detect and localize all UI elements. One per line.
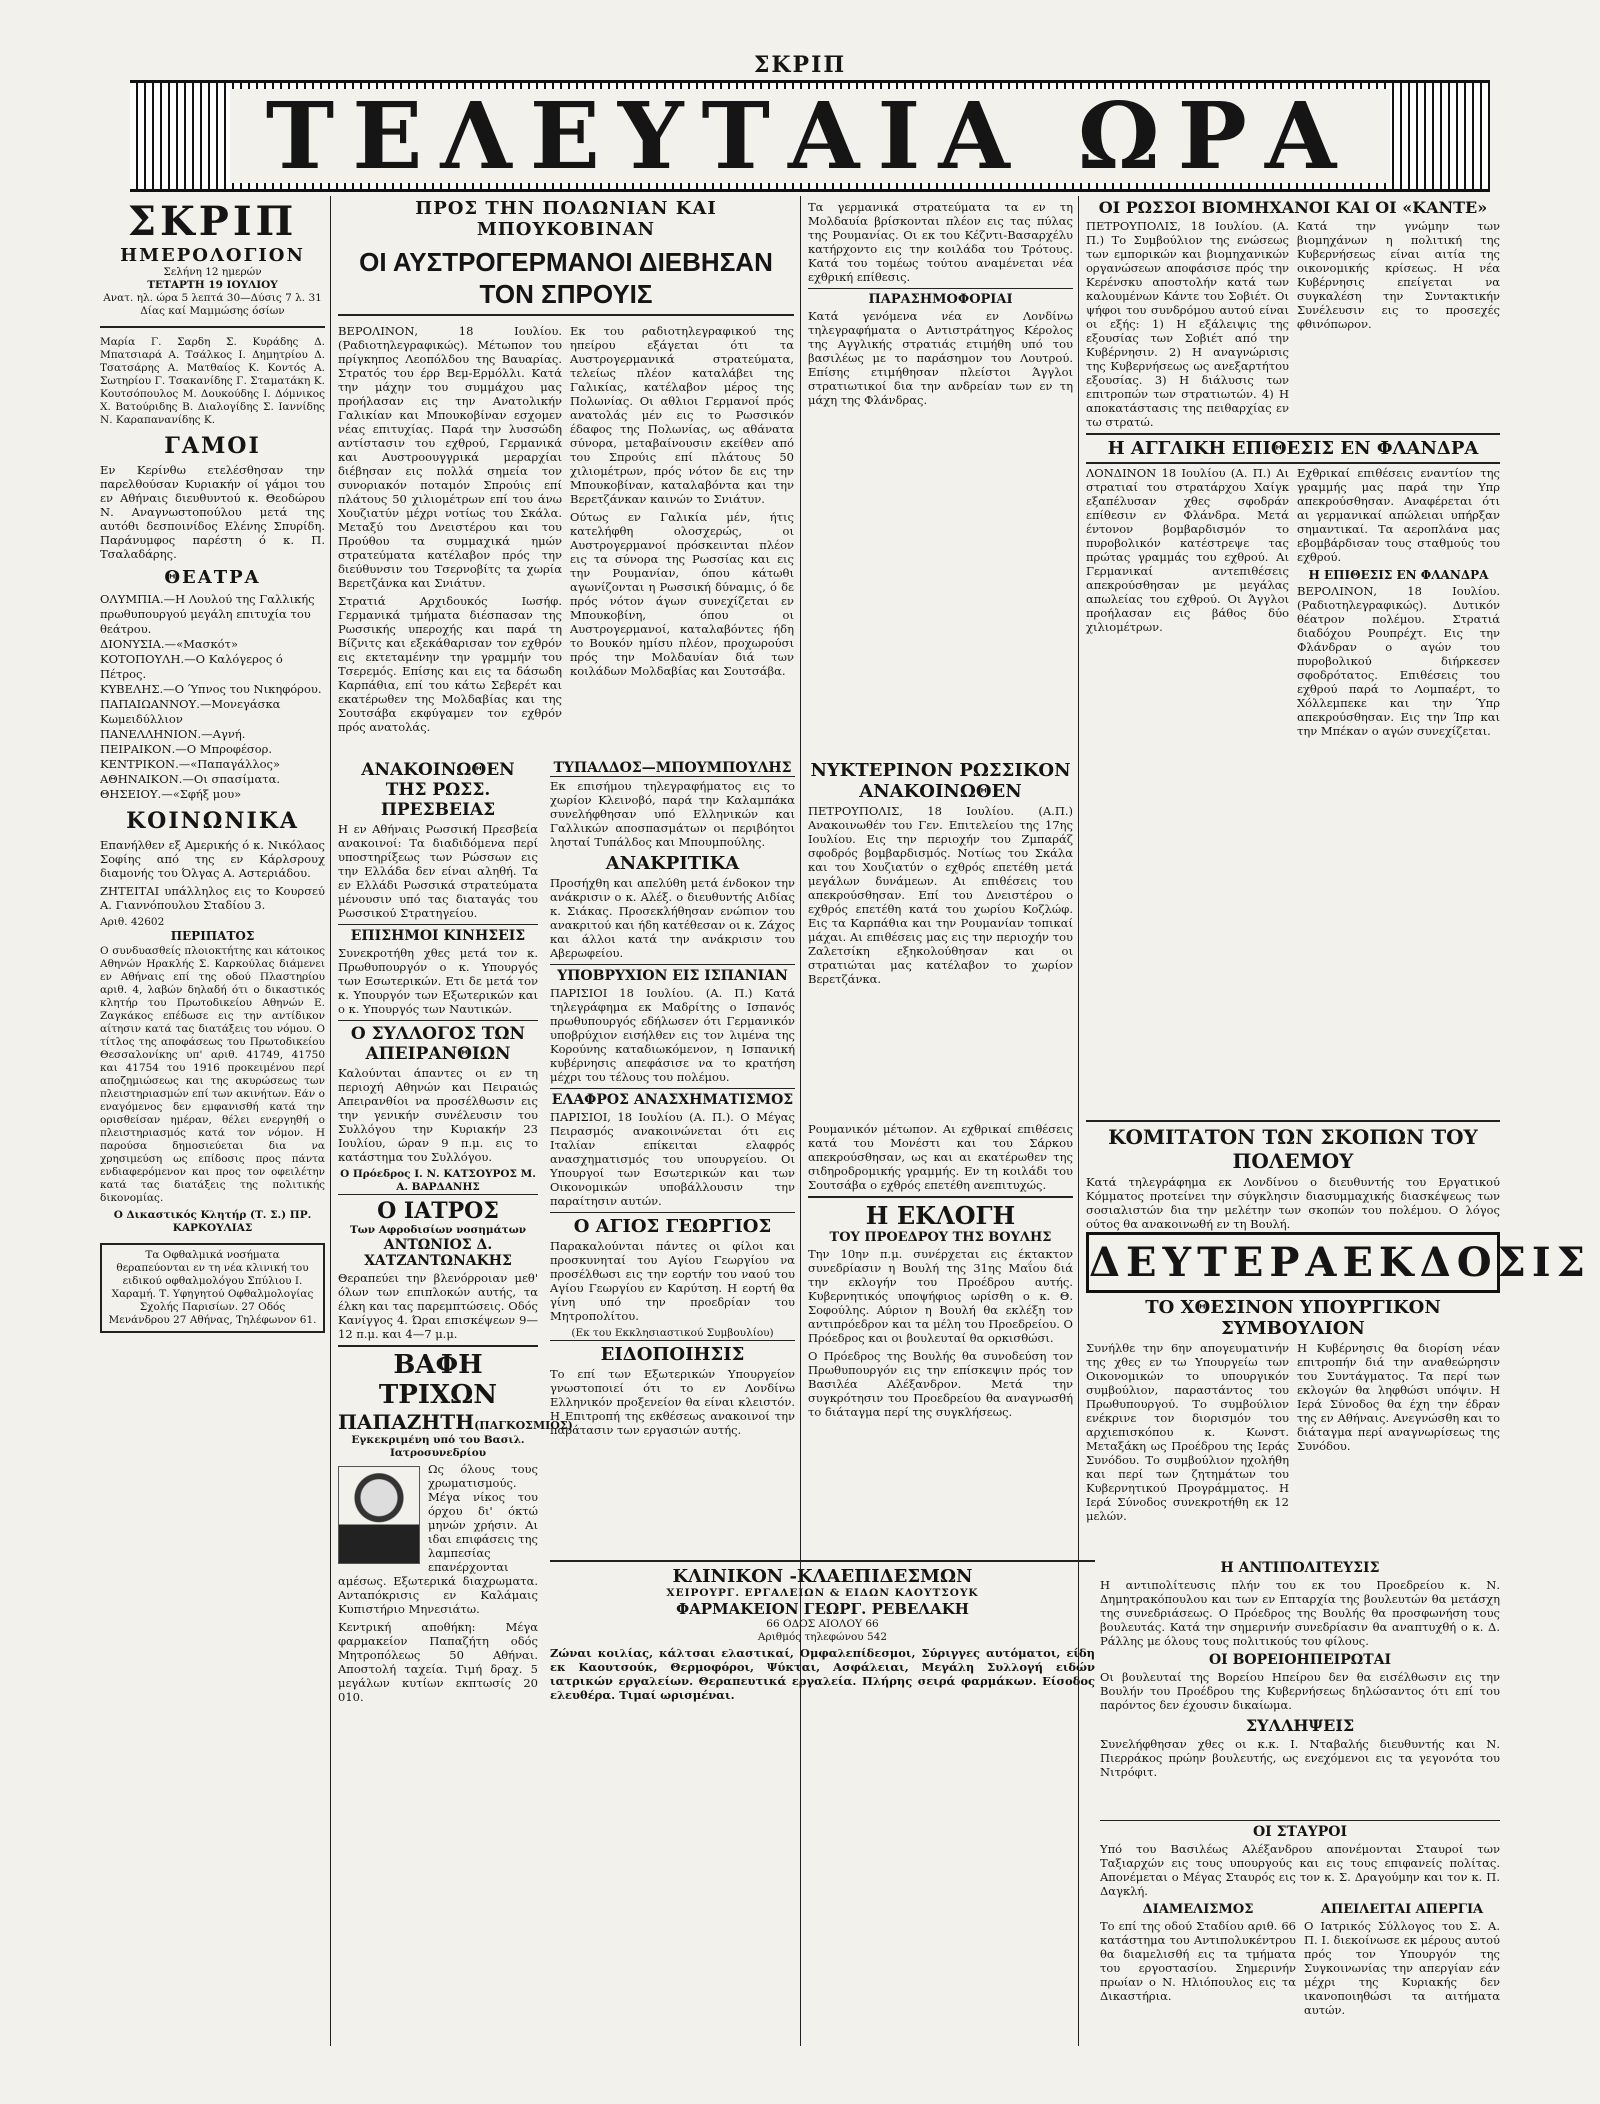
elefros-title: ΕΛΑΦΡΟΣ ΑΝΑΣΧΗΜΑΤΙΣΜΟΣ xyxy=(550,1088,795,1108)
clinic-title: ΚΛΙΝΙΚΟΝ -ΚΛΑΕΠΙΔΕΣΜΩΝ xyxy=(672,1566,973,1587)
banner-inner xyxy=(230,82,1390,190)
eidopoiisis-title: ΕΙΔΟΠΟΙΗΣΙΣ xyxy=(550,1340,795,1365)
deutera-text: Συνήλθε την 6ην απογευματινήν της χθες εν τω Υπουργείω των Οικονομικών το υπουργικόν συμβούλιον, παραστάντος του Πρωθυπουργού. Το συμβούλιον ενέκρινε τον διορισμόν του αρχιεπισκόπου κ. Κωνστ. Μεταξάκη ως Προέδρου της Ιεράς Συνόδου. Το συμβούλιον ηχολήθη και περί των ζητημάτων του Κυβερνητικού Προγράμματος. Η Ιερά Σύνοδος συνεκροτήθη εκ 12 μελών. xyxy=(1086,1341,1289,1523)
name-day-list: Μαρία Γ. Σαρδη Σ. Κυράδης Δ. Μπατσιαρά Α. Τσάλκος Ι. Δημητρίου Δ. Τσατσάρης Α. Ματθαίος Κ. Κοντός Α. Σωτηρίου Γ. Τσακανίδης Γ. Σταματάκη Κ. Κουτσόπουλος Μ. Δουκούδης Ι. Δόμνικος Χ. Βατούριδης Β. Διαλογίδης Σ. Ιαννίδης Ν. Καραπανανίδης Κ. xyxy=(100,336,325,426)
theatre-item: ΠΑΝΕΛΛΗΝΙΟΝ.—Αγνή. xyxy=(100,727,246,741)
nykterinon-title: ΝΥΚΤΕΡΙΝΟΝ ΡΩΣΣΙΚΟΝ ΑΝΑΚΟΙΝΩΘΕΝ xyxy=(810,760,1071,802)
apergia-title: ΑΠΕΙΛΕΙΤΑΙ ΑΠΕΡΓΙΑ xyxy=(1320,1902,1484,1917)
banner-title: ΤΕΛΕΥΤΑΙΑ ΩΡΑ xyxy=(265,82,1355,190)
main-story-body xyxy=(338,322,794,738)
syllipseis-title: ΣΥΛΛΗΨΕΙΣ xyxy=(1245,1716,1355,1735)
komitaton-block xyxy=(1086,1120,1500,1230)
komitaton-title: ΚΟΜΙΤΑΤΟΝ ΤΩΝ ΣΚΟΠΩΝ ΤΟΥ ΠΟΛΕΜΟΥ xyxy=(1086,1120,1500,1173)
eklogi-text: Την 10ην π.μ. συνέρχεται εις έκτακτον συνεδρίασιν η Βουλή της 31ης Μαΐου διά την εκλογήν του Προέδρου αυτής. Κυβερνητικός υποψήφιος ωρίσθη ο κ. Θ. Σοφούλης. Αύριον η Βουλή θα εκλέξη τον αντιπρόεδρον και τα μέλη του Προεδρείου. Ο Πρόεδρος και οι βουλευταί θα ορκισθώσι. xyxy=(808,1247,1073,1345)
ypovrychion-text: ΠΑΡΙΣΙΟΙ 18 Ιουλίου. (Α. Π.) Κατά τηλεγράφημα εκ Μαδρίτης ο Ισπανός πρωθυπουργός εδήλωσεν ότι Γερμανικόν υποβρύχιον εισήλθεν εις τον λιμένα της Κορούνης καταδιωκόμενον, η Ισπανική κυβέρνησις απεφάσισε να το κρατήση μέχρι του τέλους του πολέμου. xyxy=(550,986,795,1084)
peripatos-title: ΠΕΡΙΠΑΤΟΣ xyxy=(170,929,255,943)
main-kicker: ΠΡΟΣ ΤΗΝ ΠΟΛΩΝΙΑΝ ΚΑΙ ΜΠΟΥΚΟΒΙΝΑΝ xyxy=(415,198,717,240)
theatre-item: ΠΑΠΑΙΩΑΝΝΟΥ.—Μονεγάσκα Κωμειδύλλιον xyxy=(100,697,281,726)
paraskinia-text: Κατά γενόμενα νέα εν Λονδίνω τηλεγραφήματα ο Αντιστράτηγος Κέρολος της Αγγλικής στρατιάς ετιμήθη υπό του βασιλέως με το παράσημον του Λουτρού. Επίσης ετιμήθησαν πλείστοι Άγγλοι στρατιωτικοί δια την ανδρείαν των εν τη μάχη της Φλάνδρας. xyxy=(808,309,1073,407)
voreioi-title: ΟΙ ΒΟΡΕΙΟΗΠΕΙΡΩΤΑΙ xyxy=(1208,1652,1392,1668)
left-column xyxy=(100,198,325,2078)
vafi-title: ΒΑΦΗ ΤΡΙΧΩΝ xyxy=(338,1345,538,1410)
main-body-2: Στρατιά Αρχιδουκός Ιωσήφ. Γερμανικά τμήματα διέσπασαν της Ρωσσικής υπεροχής και παρά τη Βίζνιτς και εξεκάθαρισαν τον εχθρόν εις εκτεταμένην την γραμμήν του Τσερεμός. Επίσης και εις τα δάσωδη Καρπάθια, επί του κάτω Σεβερέτ και εκατέρωθεν της Μολδαβίας και της Σουτσάβα εκφύγαμεν τον εχθρόν πρός ανατολάς. xyxy=(338,594,562,734)
rossoi-text-2: Κατά την γνώμην των βιομηχάνων η πολιτική της Κυβερνήσεως είναι αιτία της οικονομικής κρίσεως. Η νέα Κυβέρνησις επείγεται να συγκαλέση την Συντακτικήν Συνέλευσιν εις το προσεχές φθινόπωρον. xyxy=(1297,219,1500,331)
flandra3-text: ΒΕΡΟΛΙΝΟΝ, 18 Ιουλίου. (Ραδιοτηλεγραφικώς). Δυτικόν θέατρον πολέμου. Στρατιά διαδόχου Ρουπρέχτ. Εις την Φλάνδραν ο αγών του πυροβολικού διήρκεσεν σφοδρότατος. Επιθέσεις του εχθρού παρά το Λομπαέρτ, το Χόλλεμπεκε και την Ύπρ απεκρούσθησαν. Εις την Ίπρ και την Μπέκαν ο αγών συνεχίζεται. xyxy=(1297,584,1500,738)
main-body-5: Τα γερμανικά στρατεύματα τα εν τη Μολδαυία βρίσκονται πλέον εις τας πύλας της Ρουμανίας. Οι εκ του Κέζντι-Βασαρχέλυ κατήρχοντο εις την κοιλάδα του Τρότους. Κατά του τομέως τούτου αναμένεται νέα εχθρική επίθεσις. xyxy=(808,200,1073,284)
clinic-addr: 66 ΟΔΟΣ ΑΙΟΛΟΥ 66 xyxy=(766,1618,879,1630)
flandra-text: ΛΟΝΔΙΝΟΝ 18 Ιουλίου (Α. Π.) Αι στρατιαί του στρατάρχου Χαίγκ εξαπέλυσαν χθες σφοδράν επίθεσιν εν Φλάνδρα. Μετά έντονον βομβαρδισμόν το πυροβολικόν κατέστρεψε τας πρώτας γραμμάς του εχθρού. Αι Γερμανικαί αντεπιθέσεις απεκρούσθησαν με μεγάλας απωλείας του εχθρού. Οι Άγγλοι προήλασαν εις βάθος δύο χιλιομέτρων. xyxy=(1086,466,1289,634)
peripatos-sign: Ο Δικαστικός Κλητήρ (Τ. Σ.) ΠΡ. ΚΑΡΚΟΥΛΙΑΣ xyxy=(113,1209,312,1234)
masthead: ΣΚΡΙΠ xyxy=(127,198,298,245)
anak-title: ΑΝΑΚΟΙΝΩΘΕΝ ΤΗΣ ΡΩΣΣ. ΠΡΕΣΒΕΙΑΣ xyxy=(361,760,515,820)
date-line: ΤΕΤΑΡΤΗ 19 ΙΟΥΛΙΟΥ xyxy=(147,279,278,291)
iatros-title: Ο ΙΑΤΡΟΣ xyxy=(338,1194,538,1224)
theatre-item: ΟΛΥΜΠΙΑ.—Η Λουλού της Γαλλικής πρωθυπουργού μεγάλη επιτυχία του θεάτρου. xyxy=(100,592,315,636)
clinic-sub: ΧΕΙΡΟΥΡΓ. ΕΡΓΑΛΕΙΩΝ & ΕΙΔΩΝ ΚΑΟΥΤΣΟΥΚ xyxy=(666,1587,979,1599)
clinic-owner: ΦΑΡΜΑΚΕΙΟΝ ΓΕΩΡΓ. ΡΕΒΕΛΑΚΗ xyxy=(676,1600,969,1618)
theatre-item: ΘΗΣΕΙΟΥ.—«Σφήξ μου» xyxy=(100,787,242,801)
antipolitefsis-text: Η αντιπολίτευσις πλήν του εκ του Προεδρείου κ. Ν. Δημητρακόπουλου και των εν Επταρχία της βουλευτών θα μετάσχη της συνεδριάσεως. Ο Πρόεδρος της Βουλής θα προσφωνήση τους βουλευτάς. Κατά την σημερινήν συνεδρίασιν θα αναπτυχθή ο κ. Δ. Ράλλης με όλους τους πολιτικούς του φίλους. xyxy=(1100,1578,1500,1648)
theatra-title: ΘΕΑΤΡΑ xyxy=(164,567,261,588)
eklogi-sub: ΤΟΥ ΠΡΟΕΔΡΟΥ ΤΗΣ ΒΟΥΛΗΣ xyxy=(829,1230,1052,1245)
theatre-item: ΚΥΒΕΛΗΣ.—Ο Ύπνος του Νικηφόρου. xyxy=(100,682,322,696)
peripatos-text: Ο συνδυασθείς πλοιοκτήτης και κάτοικος Αθηνών Ηρακλής Σ. Καρκούλας διάμενει εν Αθήναις επί της οδού Πλαστηρίου αριθ. 4, λαβών δηλαδή ότι ο δικαστικός κλητήρ του Πρωτοδικείου Αθηνών Ε. Ζαγκάκος επέδωσε εις την αντίδικον αίτησιν κατά τας διατάξεις του νόμου. Ο τίτλος της αποφάσεως του Πρωτοδικείου Θεσσαλονίκης υπ' αριθ. 41749, 41750 και 41754 του 1916 προκειμένου περί αποζημιώσεως και της ακυρώσεως των πλειστηριασμών επί των ακινήτων. Εάν ο εναγόμενος δεν εμφανισθή κατά την ορισθείσαν ημέραν, θέλει ενεργηθή ο πλειστηριασμός κατά τον νόμον. Η παρούσα δημοσιεύεται δια να χρησιμεύση ως επίδοσις προς πάντα ενδιαφερόμενον και προς τον οφειλέτην κατά τας διατάξεις της πολιτικής δικονομίας. xyxy=(100,945,325,1204)
eklogi-title: Η ΕΚΛΟΓΗ xyxy=(808,1196,1073,1230)
bottom-right-pair xyxy=(1100,1902,1500,2021)
iatros-name: ΑΝΤΩΝΙΟΣ Δ. ΧΑΤΖΑΝΤΩΝΑΚΗΣ xyxy=(364,1237,512,1269)
anakritika-title: ΑΝΑΚΡΙΤΙΚΑ xyxy=(605,853,740,874)
iatros-sub: Των Αφροδισίων νοσημάτων xyxy=(349,1224,526,1236)
voreioi-text: Οι βουλευταί της Βορείου Ηπείρου δεν θα εισέλθωσιν εις την Βουλήν του Προέδρου της Κυβερνήσεως δηλώσαντος ότι επί του παρόντος δεν έχουσιν δικαίωμα. xyxy=(1100,1670,1500,1712)
koinonika-title: ΚΟΙΝΩΝΙΚΑ xyxy=(126,808,299,834)
eidopoiisis-text: Το επί των Εξωτερικών Υπουργείον γνωστοποιεί ότι το εν Λονδίνω Ελληνικόν προξενείον θα είναι κλειστόν. Η Επιτροπή της εκθέσεως ανακοινοί την παράτασιν των εργασιών αυτής. xyxy=(550,1367,795,1437)
clinic-phone: Αριθμός τηλεφώνου 542 xyxy=(757,1631,888,1643)
anakritika-text: Προσήχθη και απελύθη μετά ένδοκον την ανάκρισιν ο κ. Αλέξ. ο διευθυντής Αιδίας κ. Σιάκας. Προσεκλήθησαν ενώπιον του ανακριτού και ήδη κατέθεσαν οι κ. Ζάχος και άλλοι κατά την ανάκρισιν του Αβερωφείου. xyxy=(550,876,795,960)
sun-line: Ανατ. ηλ. ώρα 5 λεπτά 30—Δύσις 7 λ. 31 xyxy=(103,292,322,304)
iatros-text: Θεραπεύει την βλενόρροιαν μεθ' όλων των επιπλοκών αυτής, τα έλκη και τας παρεμπτώσεις. Οδός Κανίγγος 4. Ώραι επισκέψεων 9—12 π.μ. και 4—7 μ.μ. xyxy=(338,1271,538,1341)
main-body-1: ΒΕΡΟΛΙΝΟΝ, 18 Ιουλίου. (Ραδιοτηλεγραφικώς). Μέτωπον του πρίγκηπος Λεοπόλδου της Βαυαρίας. Στρατός του έρρ Βεμ-Ερμόλλι. Κατά την μάχην του συμμάχου μας προήλασαν εις την Ανατολικήν Γαλικίαν και Μπουκοβίναν εσχομεν νέας επιτυχίας. Παρά την λυσσώδη αντίστασιν του εχθρού, Γερμανικά και Αυστροουγγρικά μεραρχίαι διέβησαν εις πολλά σημεία τον συνοριακόν ποταμόν Σπρούις επί πλάτους 50 χιλιομέτρων επί του άνω Χουζιατύν μέχρι νοτίως του Σκάλα. Μεταξύ του Δνειστέρου και του Προύθου τα συμμαχικά ημών στρατεύματα κατέλαβον πρός την διεύθυνσιν του Τσερνοβίτς τα χωρία Βερετζάνκα και Σνιάτυν. xyxy=(338,324,562,590)
anak-text: Η εν Αθήναις Ρωσσική Πρεσβεία ανακοινοί: Τα διαδιδόμενα περί υποστηρίξεως των Ρώσσων εις την Ελλάδα δεν είναι αληθή. Τα εν Ελλάδι Ρωσσικά στρατεύματα μένουσιν υπό τας διαταγάς του Ρωσσικού Στρατηγείου. xyxy=(338,822,538,920)
koinonika-text: Επανήλθεν εξ Αμερικής ό κ. Νικόλαος Σοφίης από της εν Κάρλσρουχ διαμονής του Όλγας Α. Αστεριάδου. xyxy=(100,838,325,880)
eklogi-block xyxy=(808,1120,1073,1560)
kiniseis-text: Συνεκροτήθη χθες μετά τον κ. Πρωθυπουργόν ο κ. Υπουργός των Εσωτερικών. Ετι δε μετά τον κ. Υπουργόν των Εξωτερικών και ο κ. Υπουργός των Ναυτικών. xyxy=(338,946,538,1016)
theatre-item: ΚΟΤΟΠΟΥΛΗ.—Ο Καλόγερος ό Πέτρος. xyxy=(100,652,283,681)
theatre-item: ΔΙΟΝΥΣΙΑ.—«Μασκότ» xyxy=(100,637,238,651)
kiniseis-title: ΕΠΙΣΗΜΟΙ ΚΙΝΗΣΕΙΣ xyxy=(338,924,538,944)
diamelismos-text: Το επί της οδού Σταδίου αριθ. 66 κατάστημα του Αντιπολυκέντρου θα διαμελισθή εις τα τμήματα του εργοστασίου. Σημερινήν πρωίαν ο Ν. Ηλιόπουλος εις τα Δικαστήρια. xyxy=(1100,1919,1296,2003)
vafi-brand-line xyxy=(338,1410,573,1434)
moon-line: Σελήνη 12 ημερών xyxy=(163,266,262,278)
main-body-4: Ούτως εν Γαλικία μέν, ήτις κατελήφθη ολοσχερώς, οι Αυστρογερμανοί πρόσκεινται πλέον εις τα σύνορα της Ρωσσίας και εις την Ρουμανίαν, όπου κάτωθι αγωνίζονται η Ρωσσική δύναμις, ό δε πρός νότον άγων συνεχίζεται εν Μπουκοβίνη, όπου οι Αυστρογερμανοί, καταλαβόντες ήδη το Βουκόν ημίσυ πλέον, προχωρούσι πρός την Μολδαυίαν διά των κοιλάδων Μολδαβίας και Σουτσάβα. xyxy=(570,510,794,678)
vafi-brand-sub: (ΠΑΓΚΟΣΜΙΟΣ) xyxy=(474,1419,573,1432)
komitaton-text: Κατά τηλεγράφημα εκ Λονδίνου ο διευθυντής του Εργατικού Κόμματος προτείνει την σύγκλησιν διασυμμαχικής διασκέψεως των σοσιαλιστών δια την μελέτην των σκοπών του πολέμου. Ο λόγος ούτος θα ανακοινωθή εν τη Βουλή. xyxy=(1086,1175,1500,1231)
main-story xyxy=(338,198,794,758)
calendar-title: ΗΜΕΡΟΛΟΓΙΟΝ xyxy=(120,245,305,266)
agios-title: Ο ΑΓΙΟΣ ΓΕΩΡΓΙΟΣ xyxy=(550,1212,795,1237)
rossoi-body xyxy=(1086,217,1500,433)
rossoi-text: ΠΕΤΡΟΥΠΟΛΙΣ, 18 Ιουλίου. (Α. Π.) Το Συμβούλιον της ενώσεως των εμπορικών και βιομηχανικών οργανώσεων αποφάσισε πρός την Κερένσκυ αποστολήν κατά των καλουμένων Κάντε του Σοβιέτ. Οι ψήφοι του συνδρόμου αυτού είναι οι εξής: 1) Η εξάλειψις της εξουσίας των Σοβιέτ από την Κυβέρνησιν. 2) Η αναγνώρισις της Κυβερνήσεως ως ανεξαρτήτου εξουσίας. 3) Η διάλυσις των επιτροπών των στρατιωτών. 4) Η αποκατάστασις της πειθαρχίας εν τω στρατώ. xyxy=(1086,219,1289,429)
diamelismos-col xyxy=(1100,1902,1296,2021)
deutera-block xyxy=(1086,1232,1591,1532)
gamoi-title: ΓΑΜΟΙ xyxy=(164,433,261,459)
flandra-title: Η ΑΓΓΛΙΚΗ ΕΠΙΘΕΣΙΣ ΕΝ ΦΛΑΝΔΡΑ xyxy=(1086,433,1500,464)
typaldos-title: ΤΥΠΑΛΔΟΣ—ΜΠΟΥΜΠΟΥΛΗΣ xyxy=(550,760,795,777)
antipolitefsis-title: Η ΑΝΤΙΠΟΛΙΤΕΥΣΙΣ xyxy=(1220,1560,1380,1576)
vafi-brand: ΠΑΠΑΖΗΤΗ xyxy=(338,1410,475,1434)
rossoi-title: ΟΙ ΡΩΣΣΟΙ ΒΙΟΜΗΧΑΝΟΙ ΚΑΙ ΟΙ «ΚΑΝΤΕ» xyxy=(1098,198,1488,217)
deutera-body xyxy=(1086,1339,1500,1527)
deutera-sub: ΤΟ ΧΘΕΣΙΝΟΝ ΥΠΟΥΡΓΙΚΟΝ ΣΥΜΒΟΥΛΙΟΝ xyxy=(1145,1297,1441,1339)
main-story-col xyxy=(570,322,794,738)
issue-number: Αριθ. 42602 xyxy=(100,916,165,928)
flandra3-title: Η ΕΠΙΘΕΣΙΣ ΕΝ ΦΛΑΝΔΡΑ xyxy=(1308,568,1489,582)
syllipseis-text: Συνελήφθησαν χθες οι κ.κ. Ι. Νταβαλής διευθυντής και Ν. Πιερράκος πρώην βουλευτής, ως ενεχόμενοι εις τα γεγονότα του Νιτρόφιτ. xyxy=(1100,1737,1500,1779)
theatre-item: ΚΕΝΤΡΙΚΟΝ.—«Παπαγάλλος» xyxy=(100,757,281,771)
diamelismos-title: ΔΙΑΜΕΛΙΣΜΟΣ xyxy=(1142,1902,1254,1917)
theatra-list xyxy=(100,592,325,802)
eye-clinic-ad: Τα Οφθαλμικά νοσήματα θεραπεύονται εν τη νέα κλινική του ειδικού οφθαλμολόγου Σπύλιου Ι. Χαραμή. Τ. Υφηγητού Οφθαλμολογίας Σχολής Παρισίων. 27 Οδός Μενάνδρου 27 Αθήνας, Τηλέφωνον 61. xyxy=(100,1243,325,1333)
zitei-text: ΖΗΤΕΙΤΑΙ υπάλληλος εις το Κουρσεύ Α. Γιαννόπουλου Σταδίου 3. xyxy=(100,884,325,912)
main-body-3: Εκ του ραδιοτηλεγραφικού της ηπείρου εξάγεται ότι τα Αυστρογερμανικά στρατεύματα, τελείως πλέον καταλάβει της Γαλικίας, κατέλαβον μέρος της Πολωνίας. Οι αθλιοι Γερμανοί πρός ανατολάς μέν εις το Ρωσσικόν έδαφος της Πολωνίας, ως αθάνατα σύνορα, μεταβαίνουσιν εκείθεν από του Σπρούις επί πλάτους 50 χιλιομέτρων, πρός νότον δε εις την Μπουκοβίναν, καταλαβόντα και την Βερετζάνκαν καινών το Σνιάτυν. xyxy=(570,324,794,506)
deutera-text-2: Η Κυβέρνησις θα διορίση νέαν επιτροπήν διά την αναθεώρησιν του Συντάγματος. Τα περί των εκλογών θα ληφθώσι υπόψιν. Η Ιερά Σύνοδος θα έχη την έδραν της εν Αθήναις. Ανεγνώσθη και το διάταγμα περί αναγνωρίσεως της Συνόδου. xyxy=(1297,1341,1500,1453)
saints-line: Δίας καί Μαμμώσης όσίων xyxy=(140,305,285,317)
stavroi-text: Υπό του Βασιλέως Αλέξανδρου απονέμονται Σταυροί των Ταξιαρχών εις τους υπουργούς και εις τους επιφανείς πολίτας. Απονέμεται ο Μέγας Σταυρός εις τον κ. Σ. Δραγούμην και τον κ. Π. Δαγκλή. xyxy=(1100,1842,1500,1898)
vafi-portrait-icon xyxy=(338,1466,420,1564)
main-story-col xyxy=(338,322,562,738)
agios-text: Παρακαλούνται πάντες οι φίλοι και προσκυνηταί του Αγίου Γεωργίου να προσέλθωσι εις την εορτήν του ναού του Αγίου Γεωργίου εν Καρύτση. Η εορτή θα γίνη υπό την προεδρίαν του Μητροπολίτου. xyxy=(550,1239,795,1323)
nykterinon-block xyxy=(808,760,1073,1120)
flandra-col xyxy=(1086,464,1289,742)
eklogi-text-2: Ο Πρόεδρος της Βουλής θα συνοδεύση τον Πρωθυπουργόν εις την επίσκεψιν πρός τον Βασιλέα Αλέξανδρον. Μετά την συγκρότησιν του Προεδρείου θα αναγνωσθή το διάταγμα περί της συγκλήσεως. xyxy=(808,1349,1073,1419)
agios-sign: (Εκ του Εκκλησιαστικού Συμβουλίου) xyxy=(571,1327,774,1339)
flandra-body xyxy=(1086,464,1500,742)
right-column xyxy=(1086,198,1500,1118)
nykterinon-text-2: Ρουμανικόν μέτωπον. Αι εχθρικαί επιθέσεις κατά του Μονέστι και του Σάρκου απεκρούσθησαν, ως και αι εκατέρωθεν της σιδηροδρομικής γραμμής. Εν τη κοιλάδι του Σουτσάβα ο εχθρός επετέθη ανεπιτυχώς. xyxy=(808,1122,1073,1192)
apergia-col xyxy=(1304,1902,1500,2021)
elefros-text: ΠΑΡΙΣΙΟΙ, 18 Ιουλίου (Α. Π.). Ο Μέγας Πειρασμός ανακοινώνεται ότι εις Ιταλίαν επίκειται ελαφρός ανασχηματισμός του υπουργείου. Οι Υπουργοί των Εσωτερικών και των Οικονομικών υποβάλλουσιν την παραίτησιν αυτών. xyxy=(550,1110,795,1208)
apergia-text: Ο Ιατρικός Σύλλογος του Σ. Α. Π. Ι. διεκοίνωσε εκ μέρους αυτού πρός τον Υπουργόν της Συγκοινωνίας την απεργίαν εάν μέχρι της Κυριακής δεν ικανοποιηθώσι τα αιτήματα αυτών. xyxy=(1304,1919,1500,2017)
clinic-text: Ζώναι κοιλίας, κάλτσαι ελαστικαί, Ομφαλεπίδεσμοι, Σύριγγες αυτόματοι, είδη εκ Καουτσούκ, Θερμοφόροι, Ψύκται, Ασφάλειαι, Μεγάλη Συλλογή ειδών ιατρικών εργαλείων. Θεραπευτικά εργαλεία. Πλήρης σειρά φαρμάκων. Είσοδος ελευθέρα. Τιμαί ωρισμέναι. xyxy=(550,1646,1095,1702)
banner xyxy=(130,80,1490,192)
divider xyxy=(100,326,325,328)
center-lower xyxy=(550,760,795,1540)
deutera-title: ΔΕΥΤΕΡΑΕΚΔΟΣΙΣ xyxy=(1086,1232,1500,1293)
theatre-item: ΠΕΙΡΑΙΚΟΝ.—Ο Μπροφέσορ. xyxy=(100,742,273,756)
column-rule xyxy=(330,196,331,2046)
syllogos-text: Καλούνται άπαντες οι εν τη περιοχή Αθηνών και Πειραιώς Απειρανθίοι να προσέλθωσιν εις την γενικήν συνέλευσιν του Συλλόγου την Κυριακήν 23 Ιουλίου, ώραν 9 π.μ. εις το κατάστημα του Συλλόγου. xyxy=(338,1066,538,1164)
flandra-text-2: Εχθρικαί επιθέσεις εναντίον της γραμμής μας παρά την Υπρ απεκρούσθησαν. Αναφέρεται ότι αι γερμανικαί απώλειαι υπήρξαν σημαντικαί. Τα αεροπλάνα μας εβομβάρδισαν τους σταθμούς του εχθρού. xyxy=(1297,466,1500,564)
typaldos-text: Εκ επισήμου τηλεγραφήματος εις το χωρίον Κλεινοβό, παρά την Καλαμπάκα συνελήφθησαν υπό Ελληνικών και Γαλλικών αποσπασμάτων οι περιβόητοι λησταί Τυπάλδος και Μπουμπούλης. xyxy=(550,779,795,849)
center-left-lower xyxy=(338,760,573,1940)
paraskinia-title: ΠΑΡΑΣΗΜΟΦΟΡΙΑΙ xyxy=(808,288,1073,307)
vafi-price: Κεντρική αποθήκη: Μέγα φαρμακείον Παπαζήτη οδός Μητροπόλεως 50 Αθήναι. Αποστολή ταχεία. Τιμή δραχ. 5 μεγάλων κυτίων εκπτωσίς 20 010. xyxy=(338,1620,538,1704)
flandra-col xyxy=(1297,464,1500,742)
bottom-right xyxy=(1100,1820,1500,2040)
syllogos-title: Ο ΣΥΛΛΟΓΟΣ ΤΩΝ ΑΠΕΙΡΑΝΘΙΩΝ xyxy=(338,1020,538,1064)
vafi-text: Ως όλους τους χρωματισμούς. Μέγα νίκος του όρχου δι' όκτώ μηνών χρήσιν. Αι ιδαι επιφάσεις της λαμπεσίας επανέρχονται αμέσως. Εξωτερικά διαχρωματα. Ανταπόκρισις εν Καλάμαις Κυπιστήριο Μηνεσιάτω. xyxy=(338,1462,538,1616)
theatre-item: ΑΘΗΝΑΙΚΟΝ.—Οι σπασίματα. xyxy=(100,772,281,786)
nykterinon-text: ΠΕΤΡΟΥΠΟΛΙΣ, 18 Ιουλίου. (Α.Π.) Ανακοινωθέν του Γεν. Επιτελείου της 17ης Ιουλίου. Εις την περιοχήν του Ζμπαράζ σφοδρός βομβαρδισμός. Νοτίως του Σκάλα και του Χουζιατύν ο εχθρός επετέθη μετά μεγάλων δυνάμεων. Αι επιθέσεις του απεκρούσθησαν. Επί του Δνειστέρου ο εχθρός επετέθη κατά του χωρίου Κοζλώφ. Εις τα Καρπάθια και την Ρουμανίαν τοπικαί μάχαι. Αι επιθέσεις μας εις την περιοχήν του Ζαλετσίκη εξηκολούθησαν και οι στρατιώται μας κατέλαβον το χωρίον Βερετζάνκα. xyxy=(808,804,1073,986)
ypovrychion-title: ΥΠΟΒΡΥΧΙΟΝ ΕΙΣ ΙΣΠΑΝΙΑΝ xyxy=(550,964,795,984)
gamoi-text: Εν Κερίνθω ετελέσθησαν την παρελθούσαν Κυριακήν οί γάμοι του εν Αθήναις διευθυντού κ. Θεοδώρου Ν. Αναγνωστοπούλου μετά της αυτόθι δεσποινίδος Ελένης Σπυρίδη. Παράνυμφος παρέστη ό κ. Π. Τσαλαδάρης. xyxy=(100,463,325,561)
vafi-tag: Εγκεκριμένη υπό του Βασιλ. Ιατροσυνεδρίου xyxy=(351,1434,525,1459)
clinic-ad xyxy=(550,1560,1095,2002)
syllogos-sign: Ο Πρόεδρος Ι. Ν. ΚΑΤΣΟΥΡΟΣ Μ. Α. ΒΑΡΔΑΝΗΣ xyxy=(340,1168,536,1193)
politics-block xyxy=(1100,1560,1500,1820)
main-headline: ΟΙ ΑΥΣΤΡΟΓΕΡΜΑΝΟΙ ΔΙΕΒΗΣΑΝ ΤΟΝ ΣΠΡΟΥΙΣ xyxy=(338,246,794,316)
stavroi-title: ΟΙ ΣΤΑΥΡΟΙ xyxy=(1100,1820,1500,1840)
top-masthead: ΣΚΡΙΠ xyxy=(753,52,847,78)
right-center-upper xyxy=(808,198,1073,738)
